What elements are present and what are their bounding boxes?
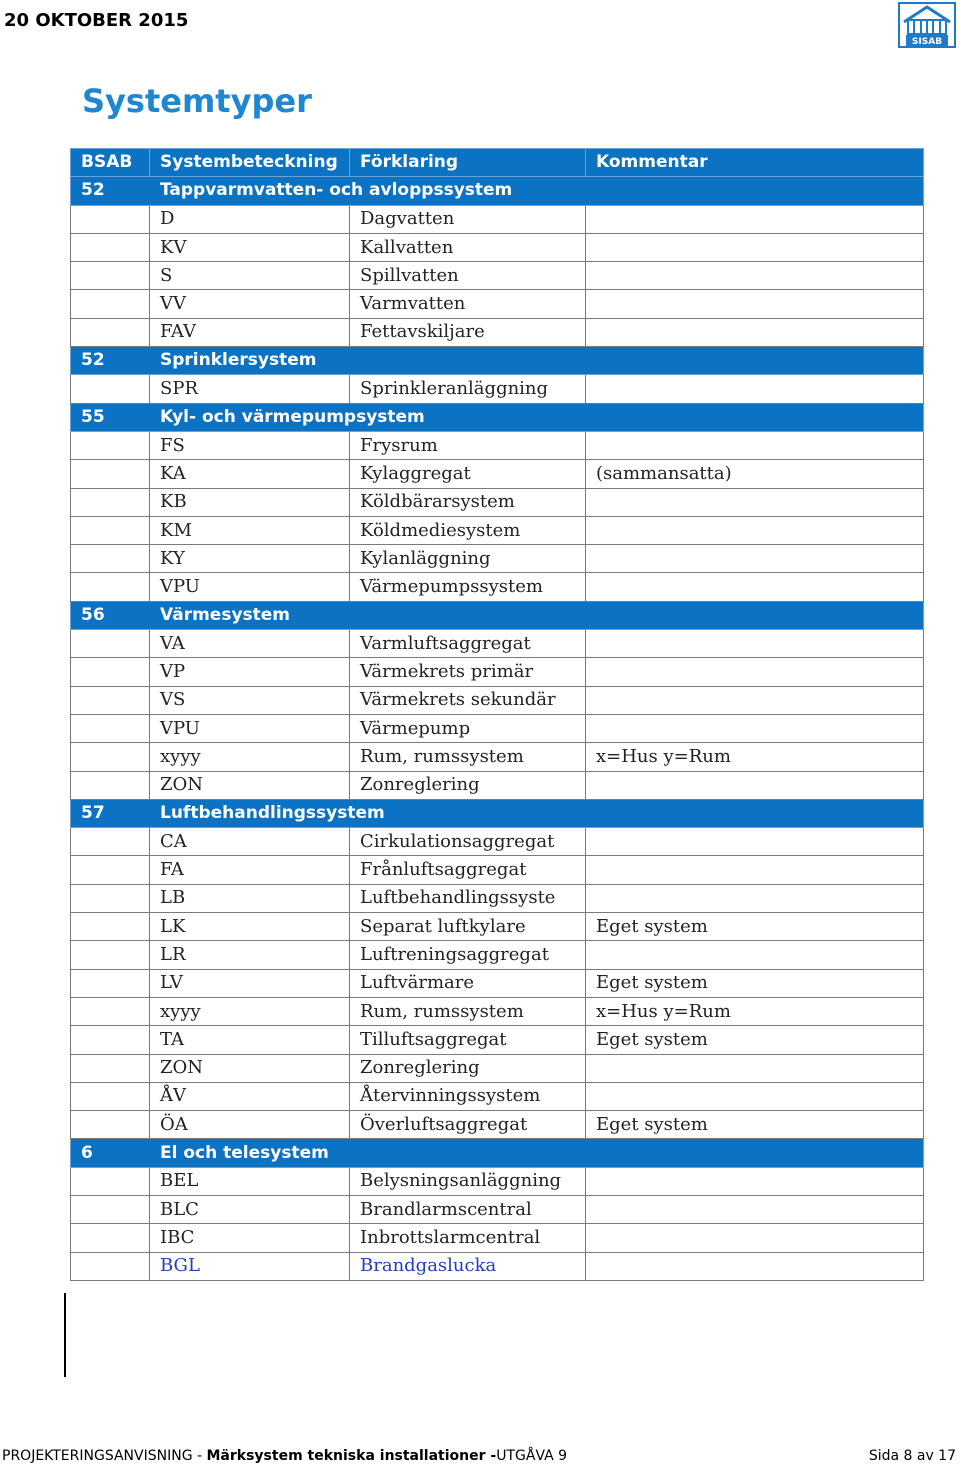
table-row	[71, 828, 924, 856]
table-row	[71, 1167, 924, 1195]
table-row	[71, 290, 924, 318]
system-code: KB	[150, 488, 350, 516]
bsab-cell	[71, 488, 150, 516]
group-title: Kyl- och värmepumpsystem	[150, 403, 586, 431]
system-code: BGL	[150, 1252, 350, 1280]
system-comment	[586, 233, 924, 261]
table-row	[71, 856, 924, 884]
bsab-cell	[71, 262, 150, 290]
bsab-cell	[71, 658, 150, 686]
system-comment	[586, 1167, 924, 1195]
bsab-cell	[71, 516, 150, 544]
bsab-cell	[71, 884, 150, 912]
bsab-cell	[71, 743, 150, 771]
sisab-logo	[898, 2, 956, 48]
table-row	[71, 913, 924, 941]
system-code: LR	[150, 941, 350, 969]
group-title: Tappvarmvatten- och avloppssystem	[150, 177, 586, 205]
bsab-cell	[71, 1082, 150, 1110]
table-row	[71, 1026, 924, 1054]
system-code: xyyy	[150, 997, 350, 1025]
system-comment	[586, 516, 924, 544]
bsab-cell	[71, 431, 150, 459]
system-code: SPR	[150, 375, 350, 403]
system-code: LV	[150, 969, 350, 997]
system-description: Sprinkleranläggning	[350, 375, 586, 403]
system-code: IBC	[150, 1224, 350, 1252]
system-comment	[586, 884, 924, 912]
table-row	[71, 1082, 924, 1110]
system-description: Rum, rumssystem	[350, 743, 586, 771]
bsab-cell	[71, 460, 150, 488]
group-title: Värmesystem	[150, 601, 586, 629]
system-description: Cirkulationsaggregat	[350, 828, 586, 856]
system-code: VPU	[150, 573, 350, 601]
bsab-cell	[71, 1026, 150, 1054]
footer-suffix: UTGÅVA 9	[496, 1448, 568, 1464]
system-comment: Eget system	[586, 913, 924, 941]
table-row	[71, 1111, 924, 1139]
system-comment	[586, 1082, 924, 1110]
system-comment	[586, 573, 924, 601]
logo-text: SISAB	[911, 37, 943, 47]
group-bsab-code: 56	[71, 601, 150, 629]
footer-bold: Märksystem tekniska installationer -	[206, 1448, 497, 1464]
system-description: Varmluftsaggregat	[350, 630, 586, 658]
group-comment-cell	[586, 347, 924, 375]
system-code: ZON	[150, 771, 350, 799]
system-code: VA	[150, 630, 350, 658]
system-comment	[586, 375, 924, 403]
table-row	[71, 771, 924, 799]
bsab-cell	[71, 686, 150, 714]
bsab-cell	[71, 630, 150, 658]
bsab-cell	[71, 573, 150, 601]
group-comment-cell	[586, 177, 924, 205]
group-bsab-code: 52	[71, 177, 150, 205]
table-row	[71, 488, 924, 516]
table-row	[71, 686, 924, 714]
system-description: Frysrum	[350, 431, 586, 459]
system-comment	[586, 205, 924, 233]
system-comment	[586, 1054, 924, 1082]
bsab-cell	[71, 233, 150, 261]
table-row	[71, 516, 924, 544]
system-comment: x=Hus y=Rum	[586, 743, 924, 771]
system-description: Värmepumpssystem	[350, 573, 586, 601]
table-group-row	[71, 177, 924, 205]
system-description: Luftreningsaggregat	[350, 941, 586, 969]
system-comment	[586, 828, 924, 856]
column-header-systembeteckning: Systembeteckning	[150, 149, 350, 177]
system-description: Köldmediesystem	[350, 516, 586, 544]
bsab-cell	[71, 545, 150, 573]
system-description: Värmekrets primär	[350, 658, 586, 686]
system-comment	[586, 431, 924, 459]
system-code: ZON	[150, 1054, 350, 1082]
system-description: Värmepump	[350, 714, 586, 742]
table-row	[71, 233, 924, 261]
table-row	[71, 460, 924, 488]
bsab-cell	[71, 1224, 150, 1252]
group-bsab-code: 57	[71, 799, 150, 827]
system-types-table	[70, 148, 924, 1281]
system-description: Zonreglering	[350, 771, 586, 799]
system-code: FAV	[150, 318, 350, 346]
table-row	[71, 714, 924, 742]
system-description: Köldbärarsystem	[350, 488, 586, 516]
system-description: Spillvatten	[350, 262, 586, 290]
system-description: Överluftsaggregat	[350, 1111, 586, 1139]
system-comment: Eget system	[586, 969, 924, 997]
system-description: Zonreglering	[350, 1054, 586, 1082]
group-comment-cell	[586, 601, 924, 629]
group-comment-cell	[586, 403, 924, 431]
system-comment	[586, 771, 924, 799]
system-comment	[586, 941, 924, 969]
table-row	[71, 262, 924, 290]
system-description: Kylaggregat	[350, 460, 586, 488]
system-description: Varmvatten	[350, 290, 586, 318]
bsab-cell	[71, 714, 150, 742]
bsab-cell	[71, 997, 150, 1025]
table-row	[71, 1195, 924, 1223]
system-comment	[586, 714, 924, 742]
system-code: ÖA	[150, 1111, 350, 1139]
table-group-row	[71, 347, 924, 375]
system-code: FA	[150, 856, 350, 884]
table-row	[71, 997, 924, 1025]
system-comment	[586, 1195, 924, 1223]
system-description: Fettavskiljare	[350, 318, 586, 346]
system-code: VP	[150, 658, 350, 686]
system-description: Luftvärmare	[350, 969, 586, 997]
group-title: El och telesystem	[150, 1139, 586, 1167]
table-row	[71, 743, 924, 771]
table-row	[71, 884, 924, 912]
table-row	[71, 573, 924, 601]
system-comment	[586, 545, 924, 573]
system-code: KY	[150, 545, 350, 573]
bsab-cell	[71, 969, 150, 997]
bsab-cell	[71, 941, 150, 969]
document-date: 20 OKTOBER 2015	[4, 10, 189, 31]
system-description: Frånluftsaggregat	[350, 856, 586, 884]
bsab-cell	[71, 828, 150, 856]
group-bsab-code: 52	[71, 347, 150, 375]
table-row	[71, 431, 924, 459]
system-comment	[586, 630, 924, 658]
table-row	[71, 941, 924, 969]
system-comment	[586, 1224, 924, 1252]
table-row	[71, 630, 924, 658]
system-description: Brandgaslucka	[350, 1252, 586, 1280]
system-description: Kylanläggning	[350, 545, 586, 573]
group-comment-cell	[586, 799, 924, 827]
system-description: Rum, rumssystem	[350, 997, 586, 1025]
group-title: Luftbehandlingssystem	[150, 799, 586, 827]
system-comment	[586, 290, 924, 318]
system-comment	[586, 262, 924, 290]
system-code: BLC	[150, 1195, 350, 1223]
bsab-cell	[71, 375, 150, 403]
table-row	[71, 969, 924, 997]
system-description: Tilluftsaggregat	[350, 1026, 586, 1054]
group-title: Sprinklersystem	[150, 347, 586, 375]
system-comment	[586, 856, 924, 884]
system-code: VPU	[150, 714, 350, 742]
bsab-cell	[71, 205, 150, 233]
bsab-cell	[71, 1167, 150, 1195]
column-header-kommentar: Kommentar	[586, 149, 924, 177]
system-description: Återvinningssystem	[350, 1082, 586, 1110]
table-row	[71, 1054, 924, 1082]
group-comment-cell	[586, 1139, 924, 1167]
bsab-cell	[71, 318, 150, 346]
table-header-row	[71, 149, 924, 177]
table-group-row	[71, 601, 924, 629]
system-code: FS	[150, 431, 350, 459]
system-code: CA	[150, 828, 350, 856]
system-description: Värmekrets sekundär	[350, 686, 586, 714]
bsab-cell	[71, 1195, 150, 1223]
table-row	[71, 318, 924, 346]
system-code: VS	[150, 686, 350, 714]
table-group-row	[71, 799, 924, 827]
system-code: KM	[150, 516, 350, 544]
column-header-forklaring: Förklaring	[350, 149, 586, 177]
system-code: LK	[150, 913, 350, 941]
bsab-cell	[71, 771, 150, 799]
table-row	[71, 1224, 924, 1252]
system-code: VV	[150, 290, 350, 318]
bsab-cell	[71, 1252, 150, 1280]
column-header-bsab: BSAB	[71, 149, 150, 177]
system-comment	[586, 488, 924, 516]
system-comment	[586, 318, 924, 346]
table-row	[71, 545, 924, 573]
system-code: xyyy	[150, 743, 350, 771]
system-description: Separat luftkylare	[350, 913, 586, 941]
system-code: ÅV	[150, 1082, 350, 1110]
group-bsab-code: 55	[71, 403, 150, 431]
system-description: Inbrottslarmcentral	[350, 1224, 586, 1252]
bsab-cell	[71, 290, 150, 318]
footer-page-number: Sida 8 av 17	[868, 1448, 956, 1464]
system-code: TA	[150, 1026, 350, 1054]
system-description: Belysningsanläggning	[350, 1167, 586, 1195]
system-comment	[586, 658, 924, 686]
table-row	[71, 205, 924, 233]
change-bar	[64, 1293, 66, 1377]
system-description: Brandlarmscentral	[350, 1195, 586, 1223]
system-code: KA	[150, 460, 350, 488]
system-comment: Eget system	[586, 1026, 924, 1054]
system-comment	[586, 1252, 924, 1280]
system-description: Kallvatten	[350, 233, 586, 261]
system-code: D	[150, 205, 350, 233]
table-row	[71, 375, 924, 403]
system-description: Luftbehandlingssyste	[350, 884, 586, 912]
system-comment: Eget system	[586, 1111, 924, 1139]
table-row	[71, 1252, 924, 1280]
system-description: Dagvatten	[350, 205, 586, 233]
table-row	[71, 658, 924, 686]
system-comment: (sammansatta)	[586, 460, 924, 488]
bsab-cell	[71, 913, 150, 941]
page-title: Systemtyper	[82, 82, 312, 120]
bsab-cell	[71, 1054, 150, 1082]
system-comment	[586, 686, 924, 714]
footer-document-name	[2, 1448, 567, 1464]
footer-prefix: PROJEKTERINGSANVISNING -	[2, 1448, 207, 1464]
group-bsab-code: 6	[71, 1139, 150, 1167]
bsab-cell	[71, 856, 150, 884]
system-code: LB	[150, 884, 350, 912]
table-group-row	[71, 403, 924, 431]
table-group-row	[71, 1139, 924, 1167]
system-code: S	[150, 262, 350, 290]
system-comment: x=Hus y=Rum	[586, 997, 924, 1025]
system-code: KV	[150, 233, 350, 261]
system-code: BEL	[150, 1167, 350, 1195]
bsab-cell	[71, 1111, 150, 1139]
